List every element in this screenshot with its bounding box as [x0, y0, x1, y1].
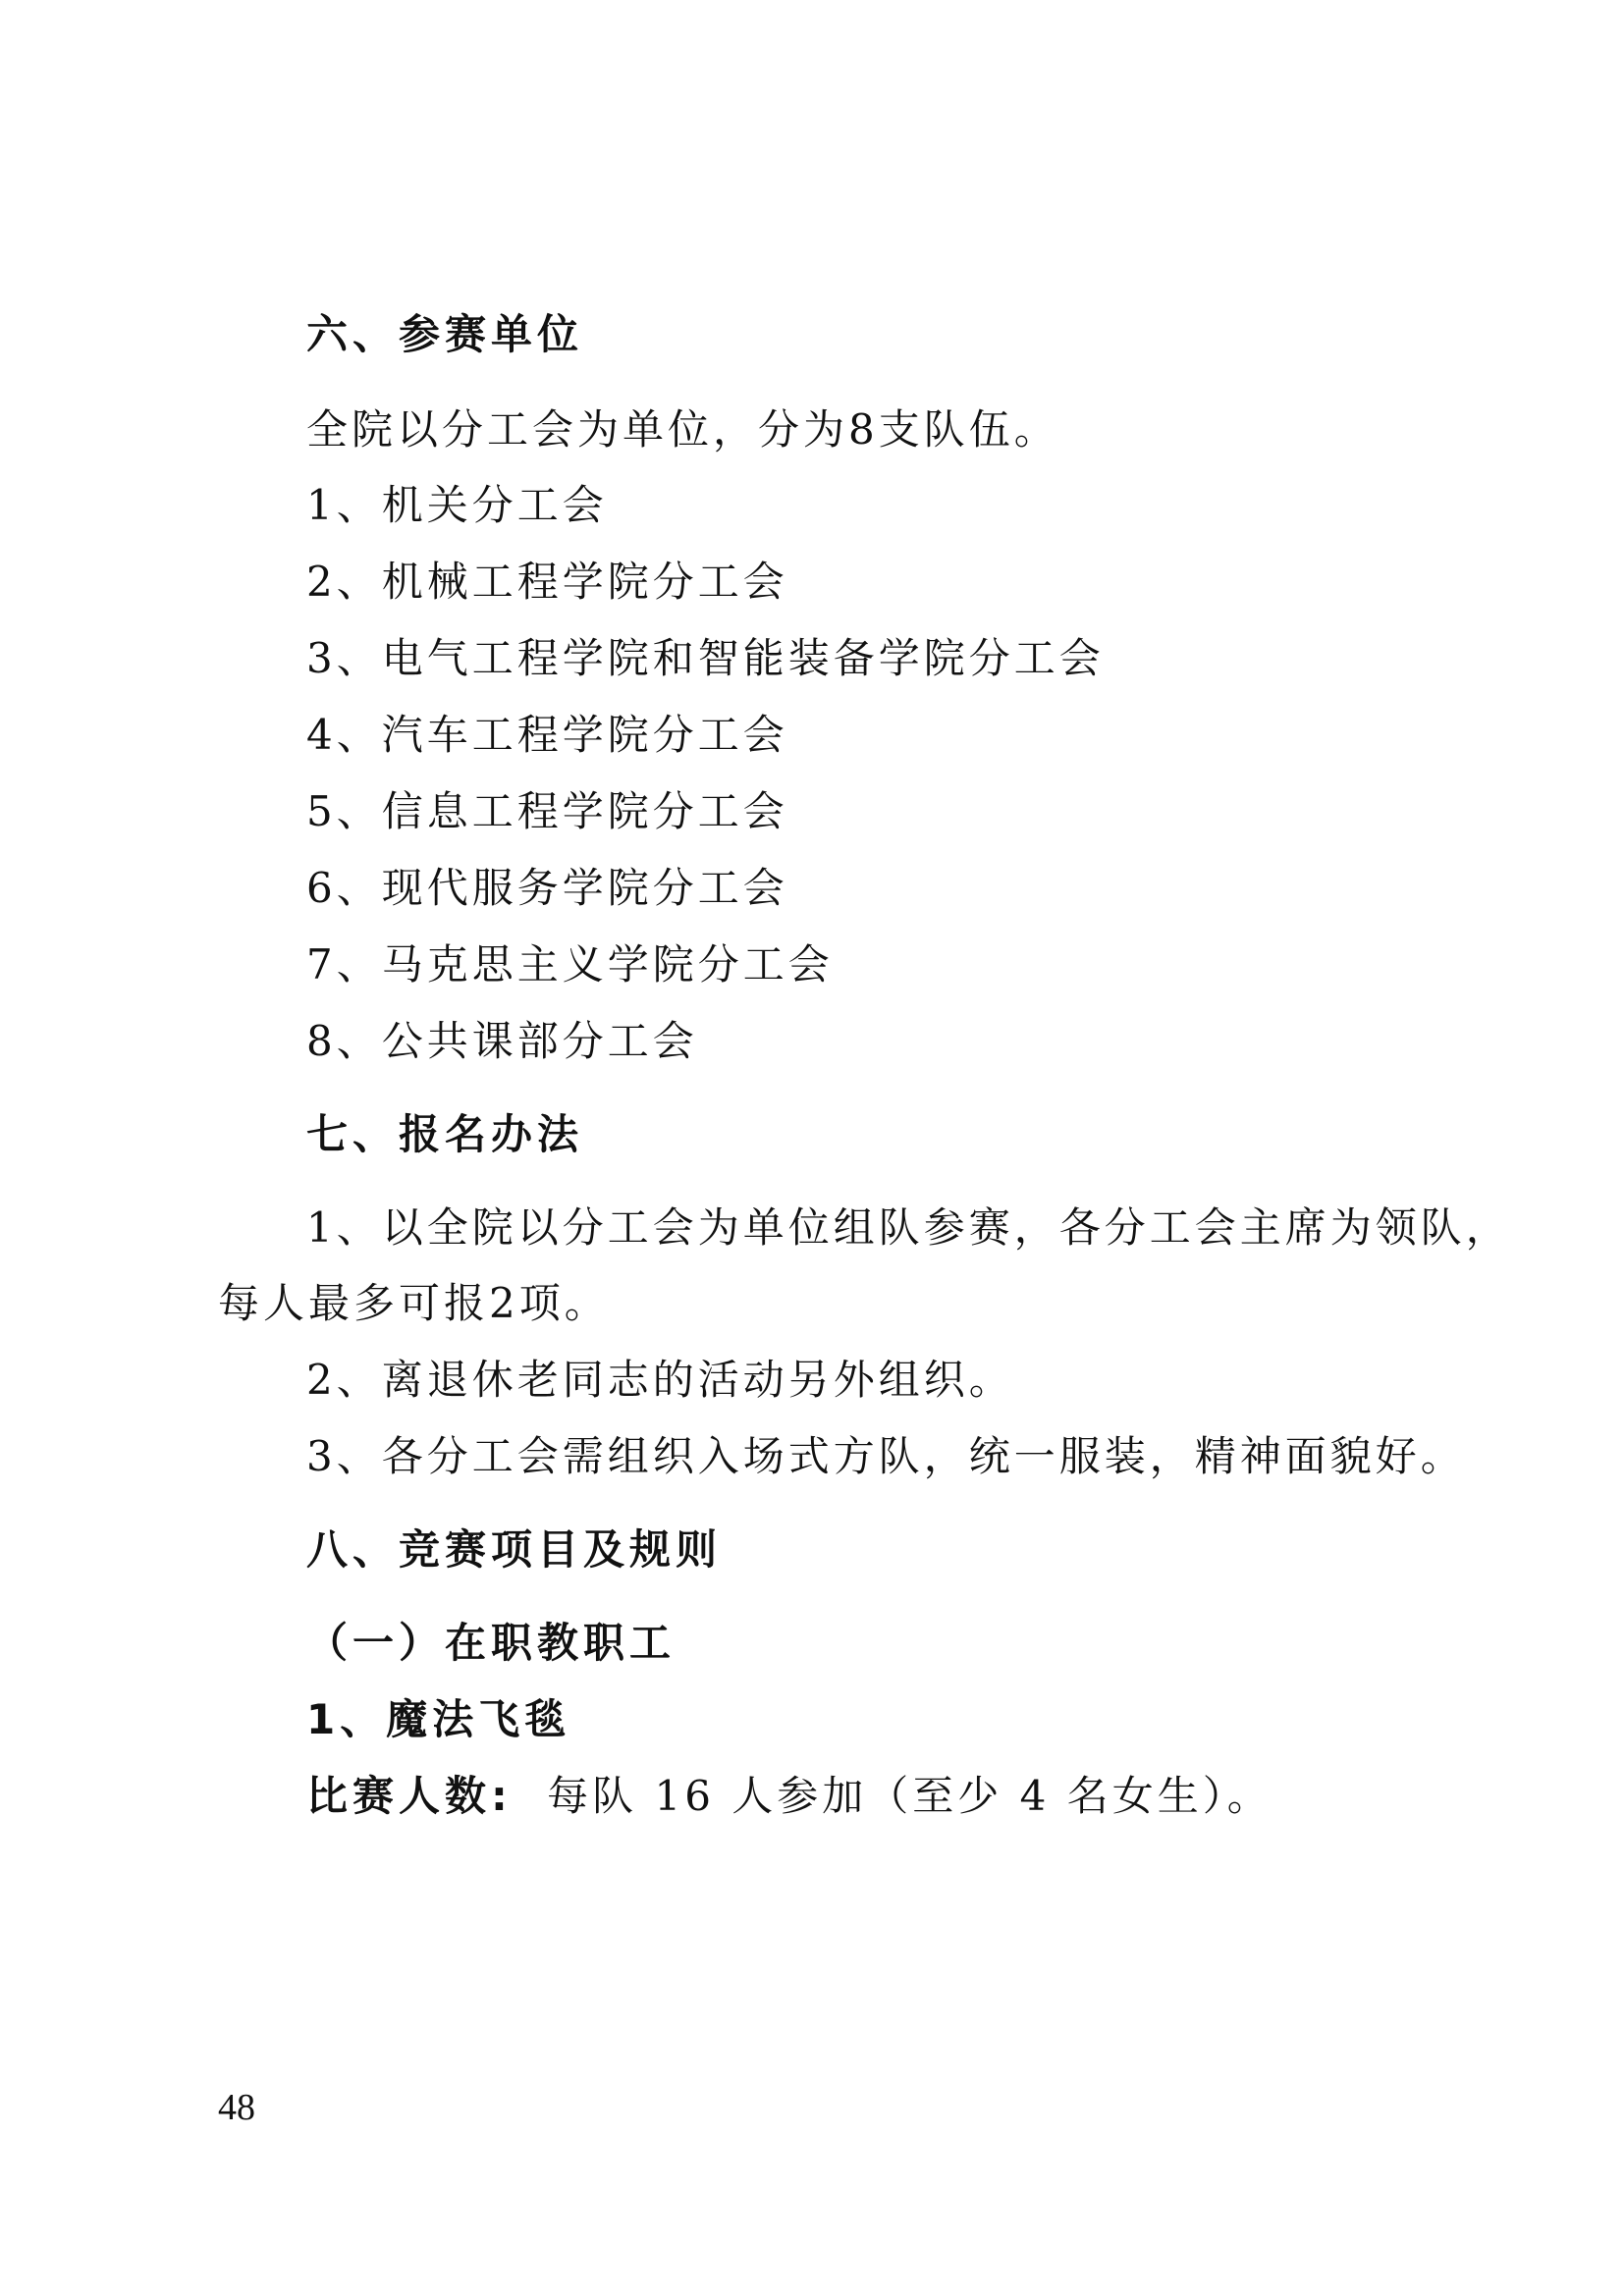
section7-item1-line1: 1、以全院以分工会为单位组队参赛，各分工会主席为领队，: [306, 1203, 1511, 1252]
list-item: 1、机关分工会: [306, 481, 608, 529]
section7-item1-line2: 每人最多可报2项。: [218, 1279, 610, 1327]
page-number: 48: [218, 2087, 255, 2128]
section7-item2: 2、离退休老同志的活动另外组织。: [306, 1356, 1014, 1404]
participants-line: [306, 1771, 1272, 1822]
section8-subheading: （一）在职教职工: [306, 1619, 677, 1667]
list-item: 4、汽车工程学院分工会: [306, 711, 788, 759]
participants-text: 每队 16 人参加（至少 4 名女生）。: [547, 1772, 1272, 1820]
list-item: 5、信息工程学院分工会: [306, 787, 788, 835]
event1-title: 1、魔法飞毯: [306, 1695, 571, 1743]
section6-intro: 全院以分工会为单位，分为8支队伍。: [306, 405, 1059, 454]
list-item: 3、电气工程学院和智能装备学院分工会: [306, 634, 1105, 682]
list-item: 6、现代服务学院分工会: [306, 864, 788, 912]
list-item: 8、公共课部分工会: [306, 1017, 698, 1065]
list-item: 7、马克思主义学院分工会: [306, 940, 834, 988]
section6-heading: 六、参赛单位: [306, 310, 584, 358]
participants-label: 比赛人数:: [306, 1772, 513, 1820]
section8-heading: 八、竞赛项目及规则: [306, 1525, 723, 1574]
section7-heading: 七、报名办法: [306, 1110, 584, 1158]
list-item: 2、机械工程学院分工会: [306, 558, 788, 606]
section7-item3: 3、各分工会需组织入场式方队，统一服装，精神面貌好。: [306, 1432, 1466, 1480]
